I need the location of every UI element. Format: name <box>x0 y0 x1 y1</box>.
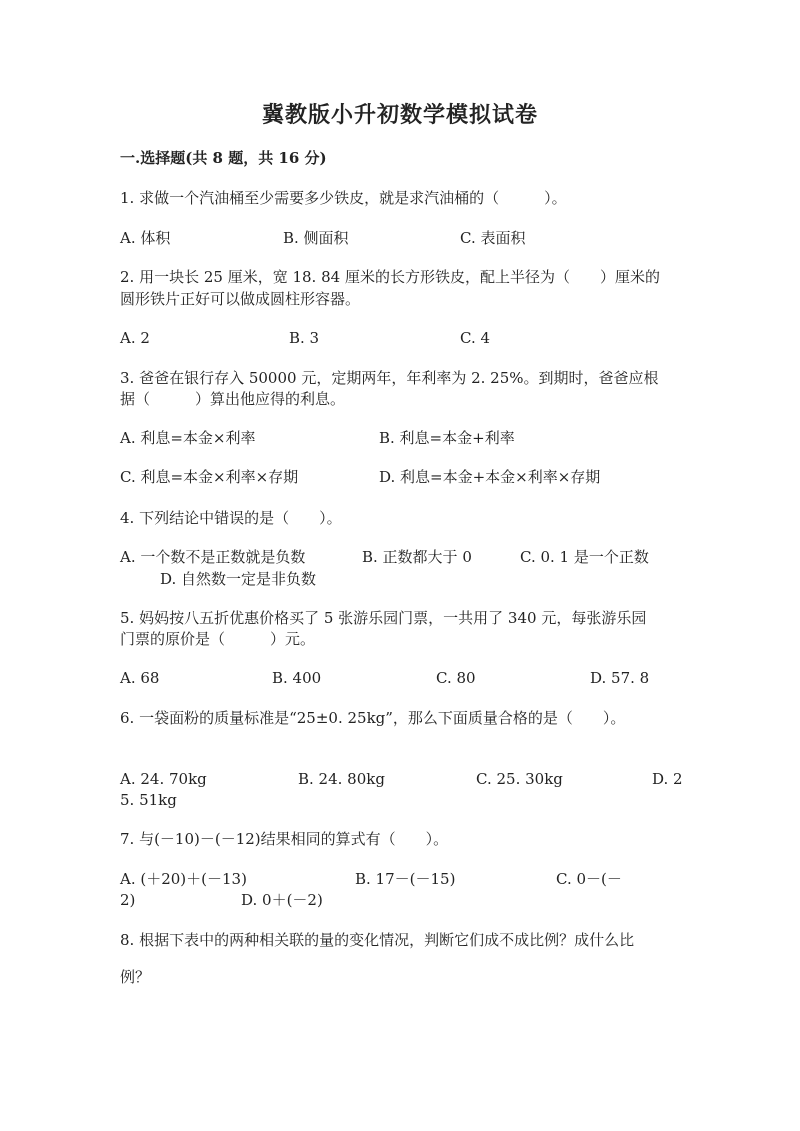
question-4-stem: 4. 下列结论中错误的是（ ）。 <box>120 509 342 527</box>
question-3-option-b[interactable]: B. 利息=本金+利率 <box>379 429 515 447</box>
question-1-option-b[interactable]: B. 侧面积 <box>283 229 349 247</box>
question-3-stem-line-1: 3. 爸爸在银行存入 50000 元，定期两年，年利率为 2. 25%。到期时，爸爸应根 <box>120 369 659 387</box>
question-3-option-c[interactable]: C. 利息=本金×利率×存期 <box>120 468 299 486</box>
question-6-option-d-wrap[interactable]: 5. 51kg <box>120 791 177 809</box>
question-6-option-a[interactable]: A. 24. 70kg <box>120 770 207 788</box>
section-heading: 一.选择题(共 8 题，共 16 分) <box>120 149 327 167</box>
question-2-option-c[interactable]: C. 4 <box>460 329 491 347</box>
question-7-option-c-wrap[interactable]: 2) <box>120 891 136 909</box>
question-4-option-d[interactable]: D. 自然数一定是非负数 <box>160 570 317 588</box>
page-title: 冀教版小升初数学模拟试卷 <box>261 102 538 128</box>
question-1-option-a[interactable]: A. 体积 <box>120 229 171 247</box>
question-4-option-b[interactable]: B. 正数都大于 0 <box>362 548 472 566</box>
question-5-option-a[interactable]: A. 68 <box>120 669 160 687</box>
question-7-option-c[interactable]: C. 0－(－ <box>556 870 622 888</box>
question-3-option-d[interactable]: D. 利息=本金+本金×利率×存期 <box>379 468 601 486</box>
question-7-option-d[interactable]: D. 0＋(－2) <box>241 891 323 909</box>
question-7-option-b[interactable]: B. 17－(－15) <box>355 870 456 888</box>
question-5-stem-line-1: 5. 妈妈按八五折优惠价格买了 5 张游乐园门票，一共用了 340 元，每张游乐园 <box>120 609 647 627</box>
question-6-stem: 6. 一袋面粉的质量标准是“25±0. 25kg”，那么下面质量合格的是（ ）。 <box>120 709 626 727</box>
question-2-stem-line-2: 圆形铁片正好可以做成圆柱形容器。 <box>120 290 361 308</box>
question-2-stem-line-1: 2. 用一块长 25 厘米，宽 18. 84 厘米的长方形铁皮，配上半径为（ ）厘米的 <box>120 268 660 286</box>
question-4-option-a[interactable]: A. 一个数不是正数就是负数 <box>120 548 306 566</box>
question-5-option-b[interactable]: B. 400 <box>272 669 322 687</box>
question-6-option-b[interactable]: B. 24. 80kg <box>298 770 385 788</box>
question-5-option-c[interactable]: C. 80 <box>436 669 476 687</box>
question-2-option-b[interactable]: B. 3 <box>289 329 320 347</box>
question-2-option-a[interactable]: A. 2 <box>120 329 150 347</box>
question-6-option-c[interactable]: C. 25. 30kg <box>476 770 563 788</box>
question-1-option-c[interactable]: C. 表面积 <box>460 229 526 247</box>
question-7-stem: 7. 与(－10)－(－12)结果相同的算式有（ ）。 <box>120 830 449 848</box>
question-5-option-d[interactable]: D. 57. 8 <box>590 669 650 687</box>
question-5-stem-line-2: 门票的原价是（ ）元。 <box>120 630 316 648</box>
question-4-option-c[interactable]: C. 0. 1 是一个正数 <box>520 548 649 566</box>
question-1-stem: 1. 求做一个汽油桶至少需要多少铁皮，就是求汽油桶的（ ）。 <box>120 189 567 207</box>
question-3-stem-line-2: 据（ ）算出他应得的利息。 <box>120 390 346 408</box>
question-8-stem-line-2: 例？ <box>120 968 151 986</box>
question-7-option-a[interactable]: A. (＋20)＋(－13) <box>120 870 247 888</box>
question-3-option-a[interactable]: A. 利息=本金×利率 <box>120 429 256 447</box>
question-8-stem-line-1: 8. 根据下表中的两种相关联的量的变化情况，判断它们成不成比例？成什么比 <box>120 931 635 949</box>
question-6-option-d[interactable]: D. 2 <box>652 770 683 788</box>
